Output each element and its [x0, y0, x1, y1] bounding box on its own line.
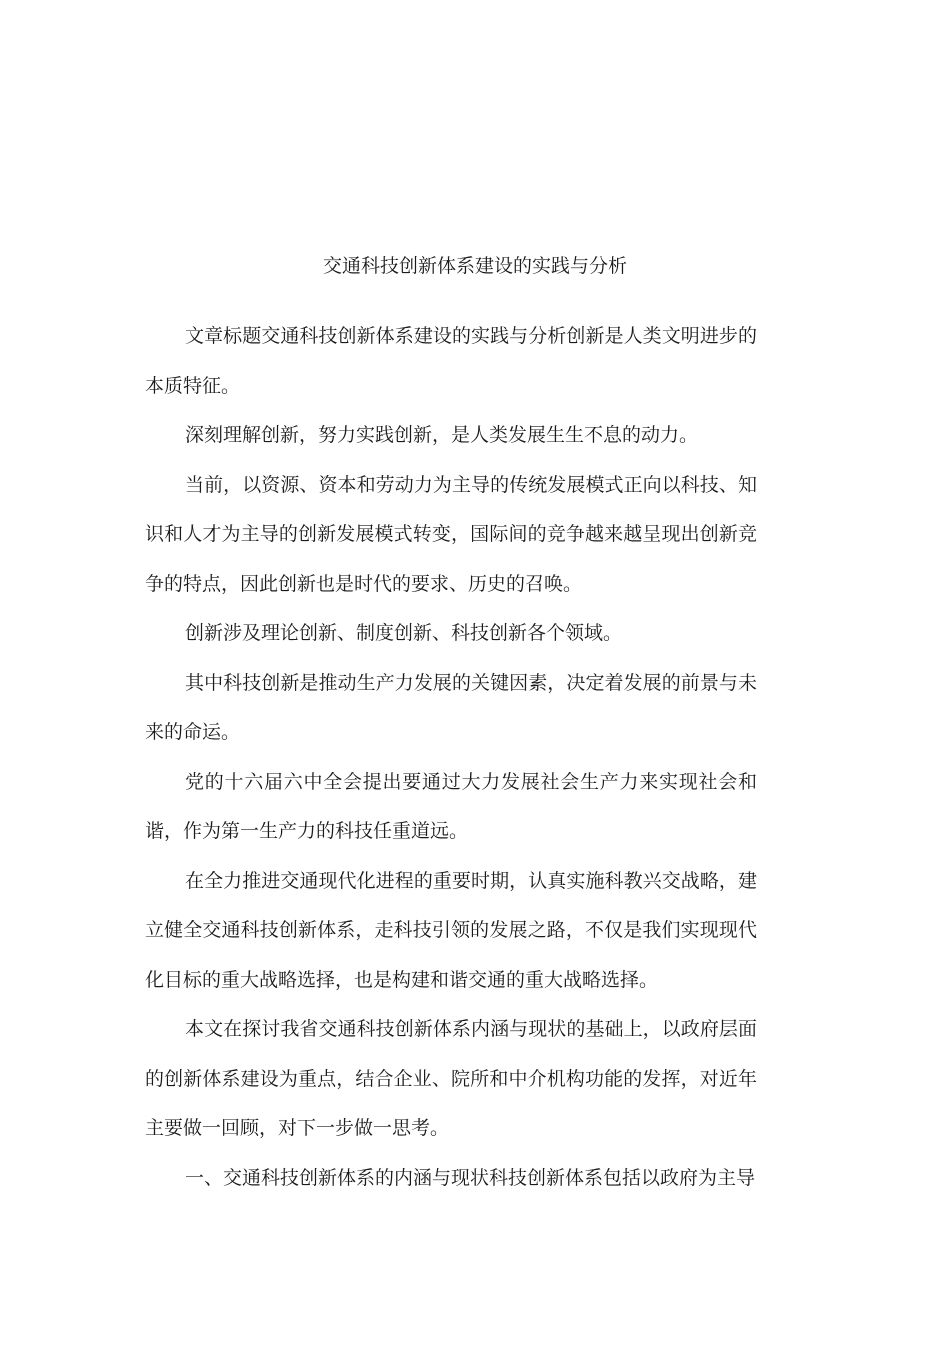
- paragraph: 创新涉及理论创新、制度创新、科技创新各个领域。: [185, 622, 623, 644]
- paragraph: 本文在探讨我省交通科技创新体系内涵与现状的基础上，以政府层面的创新体系建设为重点，结合企业、院所和中介机构功能的发挥，对近年主要做一回顾，对下一步做一思考。: [145, 1018, 757, 1139]
- document-title: 交通科技创新体系建设的实践与分析: [322, 255, 627, 277]
- paragraph: 党的十六届六中全会提出要通过大力发展社会生产力来实现社会和谐，作为第一生产力的科技任重道远。: [145, 770, 757, 842]
- paragraph: 当前，以资源、资本和劳动力为主导的传统发展模式正向以科技、知识和人才为主导的创新发展模式转变，国际间的竞争越来越呈现出创新竞争的特点，因此创新也是时代的要求、历史的召唤。: [145, 473, 757, 595]
- paragraph: 一、交通科技创新体系的内涵与现状科技创新体系包括以政府为主导: [185, 1166, 756, 1189]
- paragraph: 深刻理解创新，努力实践创新，是人类发展生生不息的动力。: [185, 424, 699, 446]
- paragraph: 在全力推进交通现代化进程的重要时期，认真实施科教兴交战略，建立健全交通科技创新体系，走科技引领的发展之路，不仅是我们实现现代化目标的重大战略选择，也是构建和谐交通的重大战略选择。: [145, 869, 757, 991]
- document-body: [145, 312, 757, 1203]
- paragraph: 其中科技创新是推动生产力发展的关键因素，决定着发展的前景与未来的命运。: [145, 671, 757, 743]
- paragraph: 文章标题交通科技创新体系建设的实践与分析创新是人类文明进步的本质特征。: [145, 325, 757, 397]
